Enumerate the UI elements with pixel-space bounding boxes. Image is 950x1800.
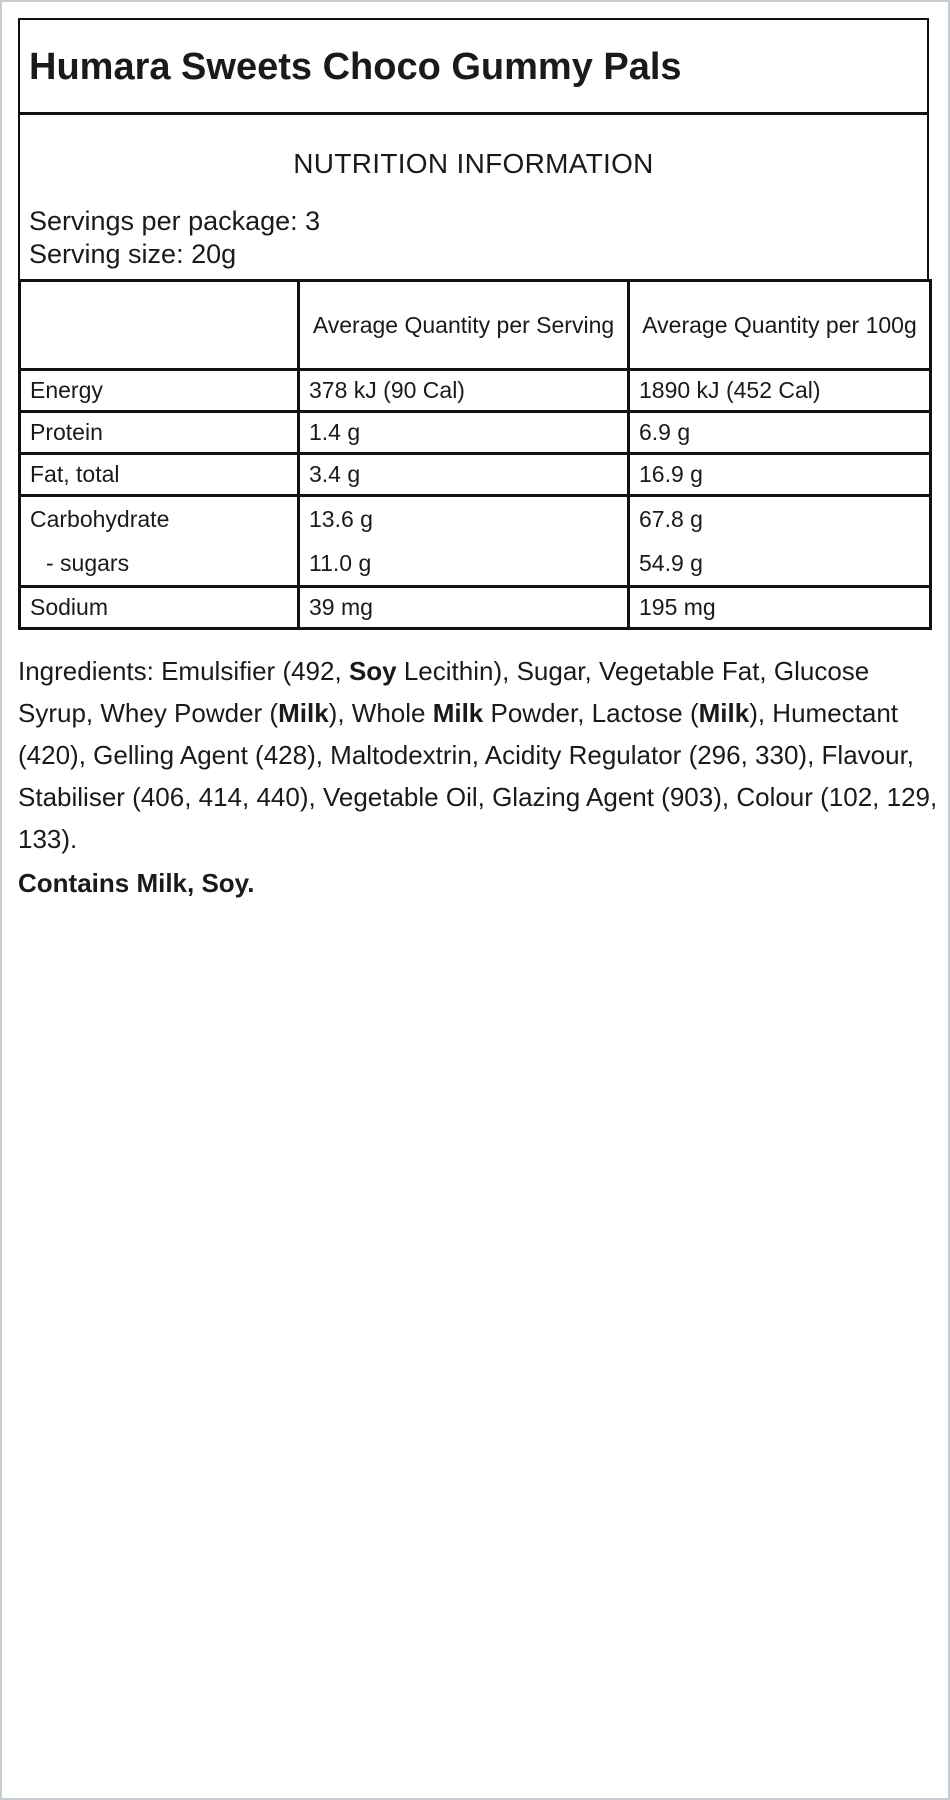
per-serving-value: 11.0 g — [309, 550, 372, 576]
servings-per-package: Servings per package: 3 — [29, 206, 321, 236]
nutrient-name: Sodium — [20, 587, 299, 629]
per-serving-value: 3.4 g — [299, 454, 629, 496]
nutrition-table — [18, 279, 932, 630]
allergen-statement: Contains Milk, Soy. — [18, 868, 255, 898]
nutrient-name: Fat, total — [20, 454, 299, 496]
column-header-nutrient — [20, 281, 299, 370]
nutrient-name: Protein — [20, 412, 299, 454]
ingredients-part: ), Whole — [328, 698, 433, 728]
per-serving-value: 378 kJ (90 Cal) — [299, 370, 629, 412]
per-serving-cell — [299, 496, 629, 587]
nutrition-info-header — [18, 112, 929, 279]
table-header-row — [20, 281, 931, 370]
per-100g-value: 67.8 g — [639, 506, 703, 532]
per-100g-value: 6.9 g — [629, 412, 931, 454]
per-100g-value: 195 mg — [629, 587, 931, 629]
per-100g-value: 1890 kJ (452 Cal) — [629, 370, 931, 412]
per-100g-value: 54.9 g — [639, 550, 703, 576]
nutrient-name: Carbohydrate — [30, 506, 170, 532]
per-serving-value: 1.4 g — [299, 412, 629, 454]
table-row-fat — [20, 454, 931, 496]
table-row-protein — [20, 412, 931, 454]
allergen-highlight: Milk — [278, 698, 329, 728]
per-100g-value: 16.9 g — [629, 454, 931, 496]
nutrient-name-cell — [20, 496, 299, 587]
servings-block — [29, 205, 320, 271]
table-row-sodium — [20, 587, 931, 629]
serving-size: Serving size: 20g — [29, 239, 237, 269]
column-header-per-100g: Average Quantity per 100g — [629, 281, 931, 370]
ingredients-part: Lecithin), Sugar, Vegetable Fat, Glucose Syrup, Whey Powder ( — [18, 656, 870, 728]
product-title: Humara Sweets Choco Gummy Pals — [18, 18, 929, 112]
nutrient-name: Energy — [20, 370, 299, 412]
nutrition-heading: NUTRITION INFORMATION — [293, 148, 654, 179]
ingredients-part: ), Humectant (420), Gelling Agent (428), Maltodextrin, Acidity Regulator (296, 330), Flavour, Stabiliser (406, 414, 440), Vegetable Oil, Glazing Agent (903), Colour (102, 129, 133). — [18, 698, 938, 854]
column-header-per-serving: Average Quantity per Serving — [299, 281, 629, 370]
nutrient-subname: - sugars — [46, 550, 130, 576]
ingredients-text — [18, 650, 938, 860]
allergen-highlight: Milk — [432, 698, 484, 728]
allergen-highlight: Milk — [698, 698, 750, 728]
per-serving-value: 13.6 g — [309, 506, 373, 532]
allergen-highlight: Soy — [348, 656, 397, 686]
ingredients-part: Ingredients: Emulsifier (492, — [18, 656, 349, 686]
table-row-energy — [20, 370, 931, 412]
ingredients-part: Powder, Lactose ( — [483, 698, 699, 728]
per-serving-value: 39 mg — [299, 587, 629, 629]
table-row-carbohydrate — [20, 496, 931, 587]
nutrition-label — [18, 18, 929, 630]
per-100g-cell — [629, 496, 931, 587]
